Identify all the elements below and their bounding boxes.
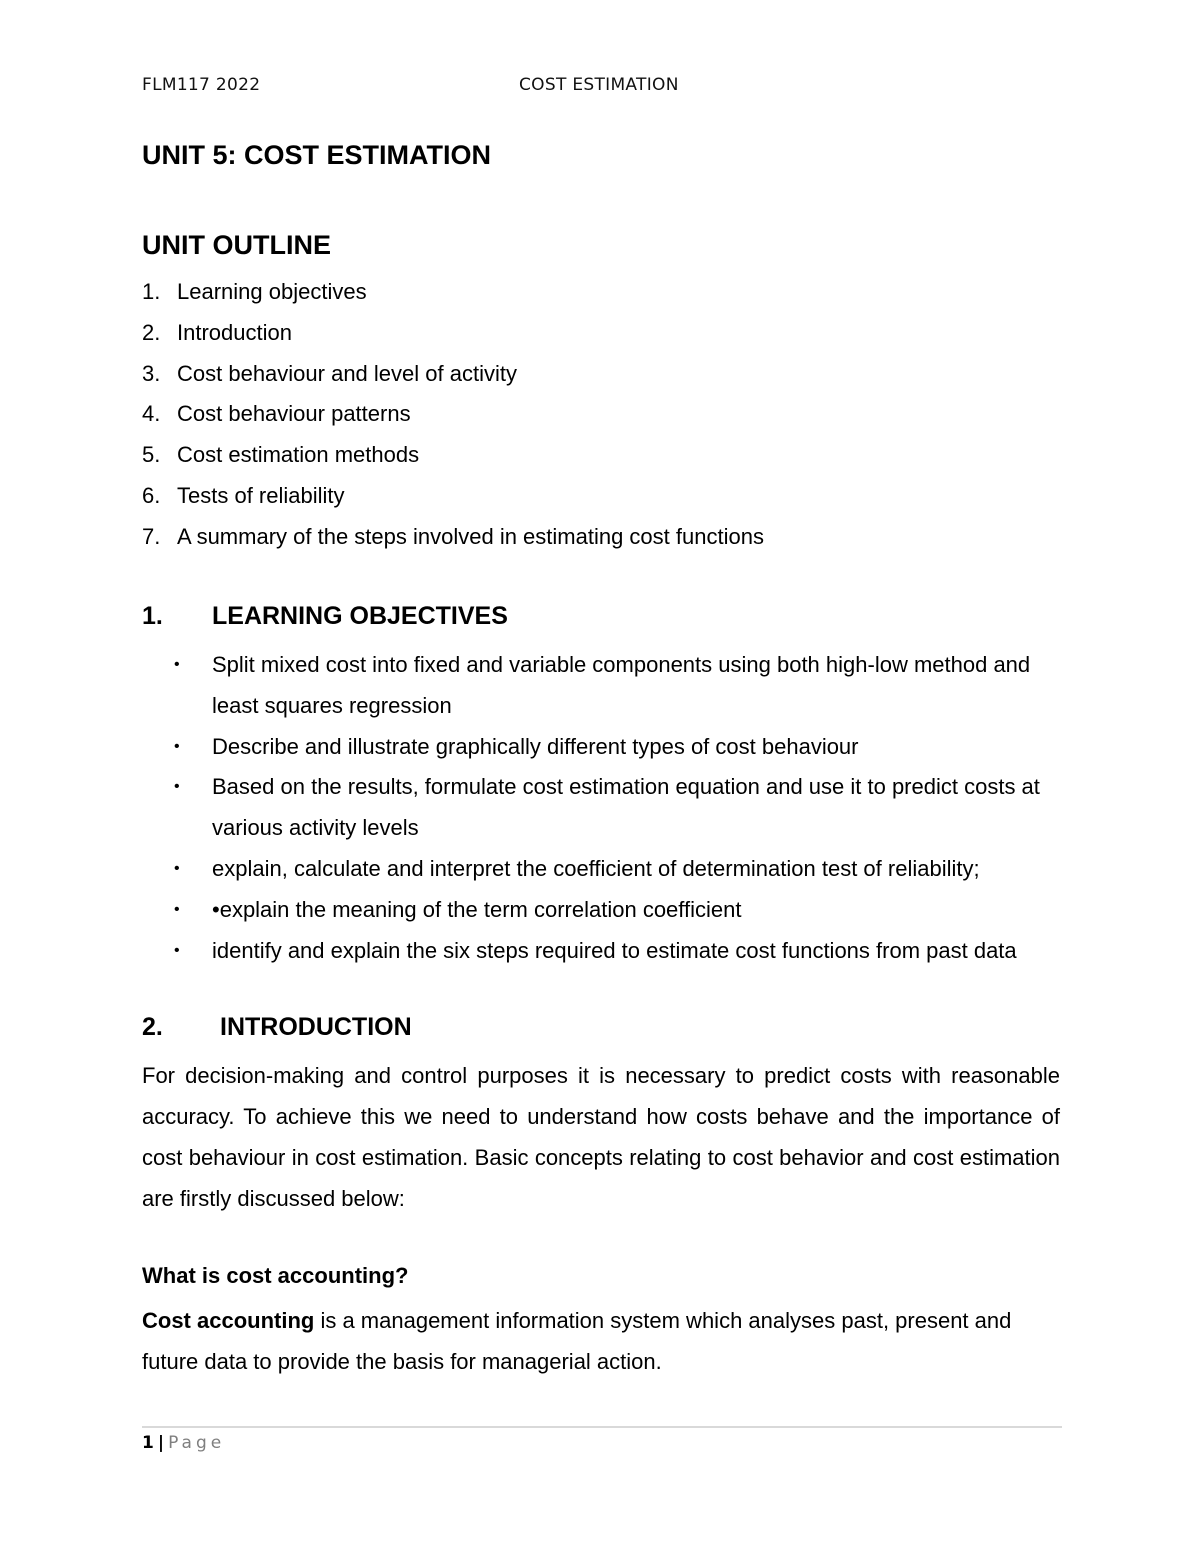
objectives-list (174, 645, 1064, 971)
page-number: 1 (142, 1433, 154, 1453)
outline-item-text: Cost estimation methods (177, 442, 420, 468)
bullet-icon: • (174, 900, 180, 918)
objective-item (174, 931, 1064, 972)
outline-item (142, 517, 764, 558)
section-title: INTRODUCTION (220, 1013, 412, 1041)
outline-item-text: Cost behaviour patterns (177, 401, 411, 427)
section-number: 1. (142, 602, 163, 630)
outline-item-number: 5. (142, 442, 161, 468)
outline-item (142, 394, 764, 435)
bullet-icon: • (174, 656, 180, 673)
outline-item (142, 435, 764, 476)
section-heading-learning-objectives (142, 602, 508, 631)
page-footer (142, 1433, 225, 1453)
objective-text: Split mixed cost into fixed and variable components using both high-low method and least squares regression (212, 652, 1031, 718)
objective-text: explain, calculate and interpret the coefficient of determination test of reliability; (212, 855, 980, 881)
outline-list (142, 272, 764, 558)
unit-title: UNIT 5: COST ESTIMATION (142, 140, 491, 170)
bullet-icon: • (174, 778, 180, 796)
outline-item-text: Cost behaviour and level of activity (177, 360, 517, 386)
section-number: 2. (142, 1013, 163, 1041)
introduction-paragraph: For decision-making and control purposes it is necessary to predict costs with reasonable accuracy. To achieve this we need to understand how costs behave and the importance of cost behaviour in cost estimation. Basic concepts relating to cost behavior and cost estimation are firstly discussed below: (142, 1063, 1060, 1211)
objective-text: identify and explain the six steps required to estimate cost functions from past data (212, 937, 1017, 963)
objective-text: Based on the results, formulate cost estimation equation and use it to predict costs at various activity levels (212, 774, 1040, 841)
outline-item-number: 1. (142, 279, 161, 304)
footer-separator: | (157, 1433, 165, 1453)
outline-item-text: Introduction (177, 319, 292, 345)
definition-text: is a management information system which analyses past, present and future data to provide the basis for managerial action. (142, 1308, 1012, 1374)
objective-text: Describe and illustrate graphically different types of cost behaviour (212, 733, 859, 759)
objective-item (174, 890, 1064, 931)
outline-item-number: 2. (142, 319, 161, 345)
outline-item-text: Learning objectives (177, 279, 367, 304)
section-heading-introduction (142, 1013, 412, 1042)
outline-item-number: 3. (142, 360, 161, 386)
bullet-icon: • (174, 737, 180, 755)
outline-item (142, 354, 764, 395)
outline-item-text: A summary of the steps involved in estimating cost functions (177, 523, 764, 549)
page-label: Page (168, 1433, 226, 1453)
outline-item (142, 272, 764, 313)
outline-item-number: 6. (142, 482, 161, 508)
footer-divider (142, 1426, 1062, 1428)
outline-item (142, 313, 764, 354)
outline-item-number: 4. (142, 401, 161, 427)
objective-text: •explain the meaning of the term correlation coefficient (212, 896, 742, 922)
objective-item (174, 727, 1064, 768)
subheading-cost-accounting: What is cost accounting? (142, 1263, 409, 1288)
bullet-icon: • (174, 941, 180, 959)
bullet-icon: • (174, 859, 180, 877)
outline-heading: UNIT OUTLINE (142, 230, 331, 260)
outline-item (142, 476, 764, 517)
header-course-code: FLM117 2022 (142, 75, 261, 95)
objective-item (174, 767, 1064, 849)
outline-item-text: Tests of reliability (177, 482, 345, 508)
objective-item (174, 645, 1064, 727)
header-title: COST ESTIMATION (519, 75, 679, 95)
outline-item-number: 7. (142, 523, 161, 549)
objective-item (174, 849, 1064, 890)
definition-paragraph (142, 1300, 1060, 1382)
section-title: LEARNING OBJECTIVES (212, 602, 508, 630)
definition-term: Cost accounting (142, 1308, 315, 1333)
